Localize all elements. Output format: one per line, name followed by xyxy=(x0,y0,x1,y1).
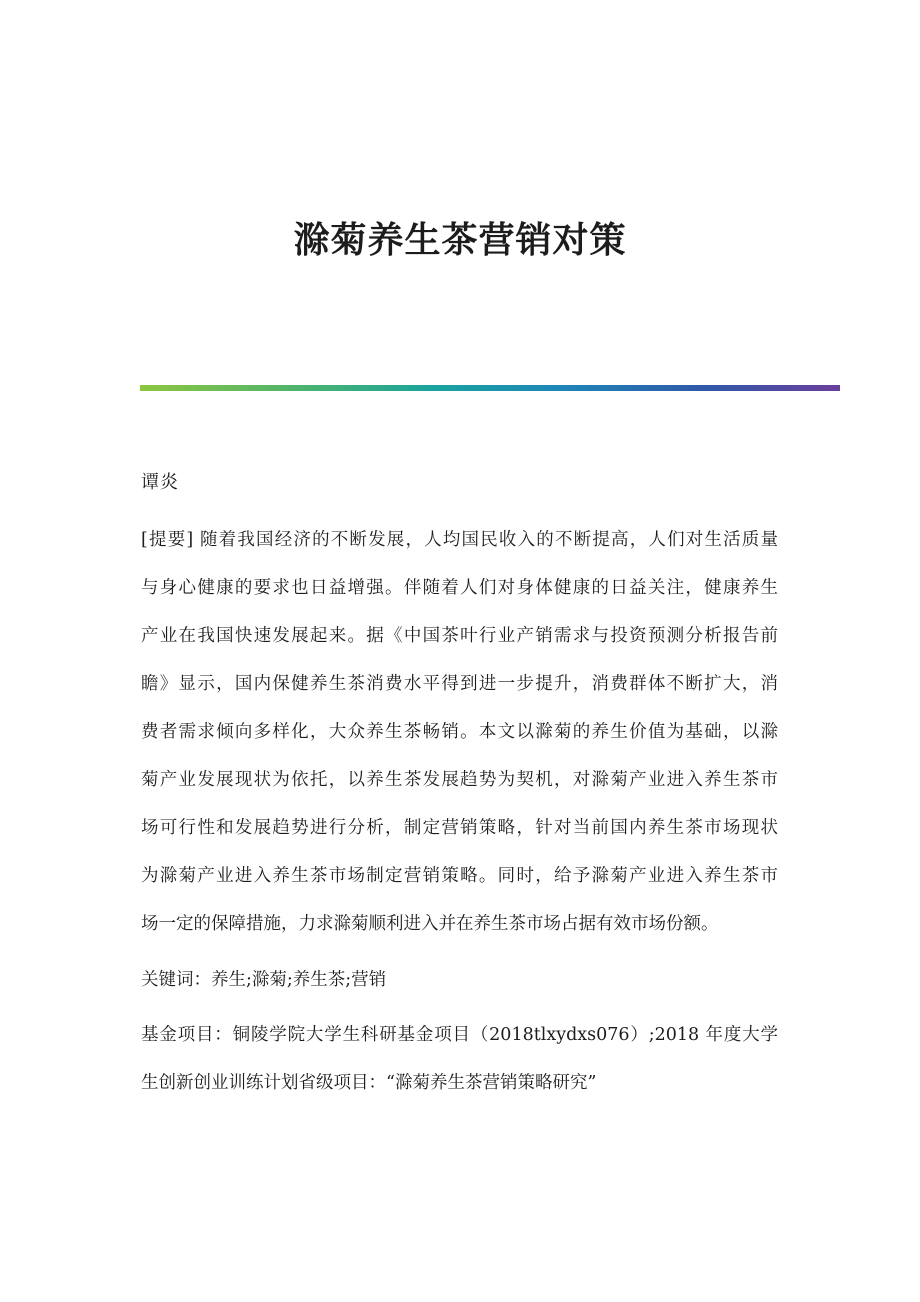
document-title: 滁菊养生茶营销对策 xyxy=(293,219,627,261)
abstract-line: 费者需求倾向多样化，大众养生茶畅销。本文以滁菊的养生价值为基础，以滁 xyxy=(141,722,778,742)
abstract-line: 菊产业发展现状为依托，以养生茶发展趋势为契机，对滁菊产业进入养生茶市 xyxy=(141,770,778,790)
author-name: 谭炎 xyxy=(141,472,179,493)
title-gradient-rule xyxy=(140,385,840,391)
fund-line: 基金项目：铜陵学院大学生科研基金项目（2018tlxydxs076）;2018 年度大学 xyxy=(141,1025,778,1045)
abstract-line: 场可行性和发展趋势进行分析，制定营销策略，针对当前国内养生茶市场现状 xyxy=(141,818,778,838)
abstract-line: 瞻》显示，国内保健养生茶消费水平得到进一步提升，消费群体不断扩大，消 xyxy=(141,674,778,694)
abstract-line: 场一定的保障措施，力求滁菊顺利进入并在养生茶市场占据有效市场份额。 xyxy=(141,914,719,934)
abstract-line: 与身心健康的要求也日益增强。伴随着人们对身体健康的日益关注，健康养生 xyxy=(141,578,778,598)
abstract-line: [提要] 随着我国经济的不断发展，人均国民收入的不断提高，人们对生活质量 xyxy=(141,530,778,550)
abstract-line: 为滁菊产业进入养生茶市场制定营销策略。同时，给予滁菊产业进入养生茶市 xyxy=(141,866,778,886)
abstract-line: 产业在我国快速发展起来。据《中国茶叶行业产销需求与投资预测分析报告前 xyxy=(141,626,778,646)
fund-line: 生创新创业训练计划省级项目：“滁菊养生茶营销策略研究” xyxy=(141,1073,597,1093)
keywords: 关键词：养生;滁菊;养生茶;营销 xyxy=(141,970,387,990)
